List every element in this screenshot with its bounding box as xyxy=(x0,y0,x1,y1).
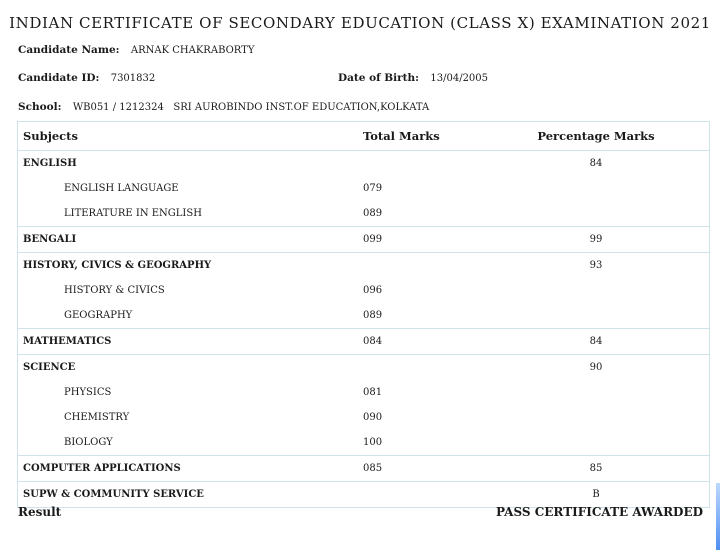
total-marks: 090 xyxy=(363,412,383,423)
dob-row xyxy=(338,72,488,84)
header-subjects: Subjects xyxy=(18,122,364,151)
candidate-name-row xyxy=(18,44,254,56)
total-marks: 085 xyxy=(363,456,483,482)
marks-table xyxy=(17,121,710,508)
dob-label: Date of Birth: xyxy=(338,72,420,84)
table-row xyxy=(18,303,710,329)
candidate-id-value: 7301832 xyxy=(110,73,156,84)
total-marks xyxy=(363,151,483,177)
subject-name: HISTORY, CIVICS & GEOGRAPHY xyxy=(18,253,364,279)
table-row xyxy=(18,329,710,355)
total-marks: 089 xyxy=(363,310,383,321)
total-marks xyxy=(363,482,483,508)
subject-name: LITERATURE IN ENGLISH xyxy=(64,208,202,219)
percentage-marks xyxy=(483,176,710,201)
percentage-marks xyxy=(483,201,710,227)
percentage-marks xyxy=(483,278,710,303)
candidate-id-label: Candidate ID: xyxy=(18,72,100,84)
table-row xyxy=(18,201,710,227)
total-marks xyxy=(363,253,483,279)
table-header-row xyxy=(18,122,710,151)
table-row xyxy=(18,380,710,405)
page-title: INDIAN CERTIFICATE OF SECONDARY EDUCATION (CLASS X) EXAMINATION 2021 xyxy=(9,14,711,32)
table-row xyxy=(18,151,710,177)
subject-name: BENGALI xyxy=(18,227,364,253)
table-row xyxy=(18,482,710,508)
percentage-marks: 90 xyxy=(483,355,710,381)
table-row xyxy=(18,355,710,381)
percentage-marks xyxy=(483,303,710,329)
school-row xyxy=(18,101,429,113)
candidate-id-row xyxy=(18,72,155,84)
total-marks: 084 xyxy=(363,329,483,355)
subject-name: CHEMISTRY xyxy=(64,412,130,423)
candidate-name-value: ARNAK CHAKRABORTY xyxy=(130,45,255,56)
percentage-marks xyxy=(483,380,710,405)
total-marks: 089 xyxy=(363,208,383,219)
candidate-name-label: Candidate Name: xyxy=(18,44,120,56)
percentage-marks: 99 xyxy=(483,227,710,253)
table-row xyxy=(18,430,710,456)
percentage-marks: 93 xyxy=(483,253,710,279)
percentage-marks: 85 xyxy=(483,456,710,482)
result-label: Result xyxy=(18,505,62,519)
table-row xyxy=(18,456,710,482)
page-edge-decoration xyxy=(716,483,720,550)
total-marks: 096 xyxy=(363,285,383,296)
table-row xyxy=(18,278,710,303)
total-marks: 100 xyxy=(363,437,383,448)
total-marks: 099 xyxy=(363,227,483,253)
subject-name: PHYSICS xyxy=(64,387,112,398)
school-label: School: xyxy=(18,101,62,113)
percentage-marks: 84 xyxy=(483,151,710,177)
percentage-marks xyxy=(483,430,710,456)
header-total-marks: Total Marks xyxy=(363,122,483,151)
subject-name: ENGLISH xyxy=(18,151,364,177)
marks-table-body xyxy=(18,151,710,508)
percentage-marks xyxy=(483,405,710,430)
school-value: WB051 / 1212324 SRI AUROBINDO INST.OF EDUCATION,KOLKATA xyxy=(72,102,430,113)
dob-value: 13/04/2005 xyxy=(430,73,489,84)
subject-name: COMPUTER APPLICATIONS xyxy=(18,456,364,482)
header-percentage-marks: Percentage Marks xyxy=(483,122,710,151)
subject-name: GEOGRAPHY xyxy=(64,310,133,321)
table-row xyxy=(18,227,710,253)
percentage-marks: 84 xyxy=(483,329,710,355)
subject-name: BIOLOGY xyxy=(64,437,113,448)
result-value: PASS CERTIFICATE AWARDED xyxy=(496,505,703,519)
subject-name: MATHEMATICS xyxy=(18,329,364,355)
subject-name: SUPW & COMMUNITY SERVICE xyxy=(18,482,364,508)
total-marks: 081 xyxy=(363,387,383,398)
table-row xyxy=(18,253,710,279)
table-row xyxy=(18,405,710,430)
table-row xyxy=(18,176,710,201)
subject-name: SCIENCE xyxy=(18,355,364,381)
subject-name: HISTORY & CIVICS xyxy=(64,285,165,296)
subject-name: ENGLISH LANGUAGE xyxy=(64,183,179,194)
total-marks: 079 xyxy=(363,183,383,194)
total-marks xyxy=(363,355,483,381)
percentage-marks: B xyxy=(483,482,710,508)
